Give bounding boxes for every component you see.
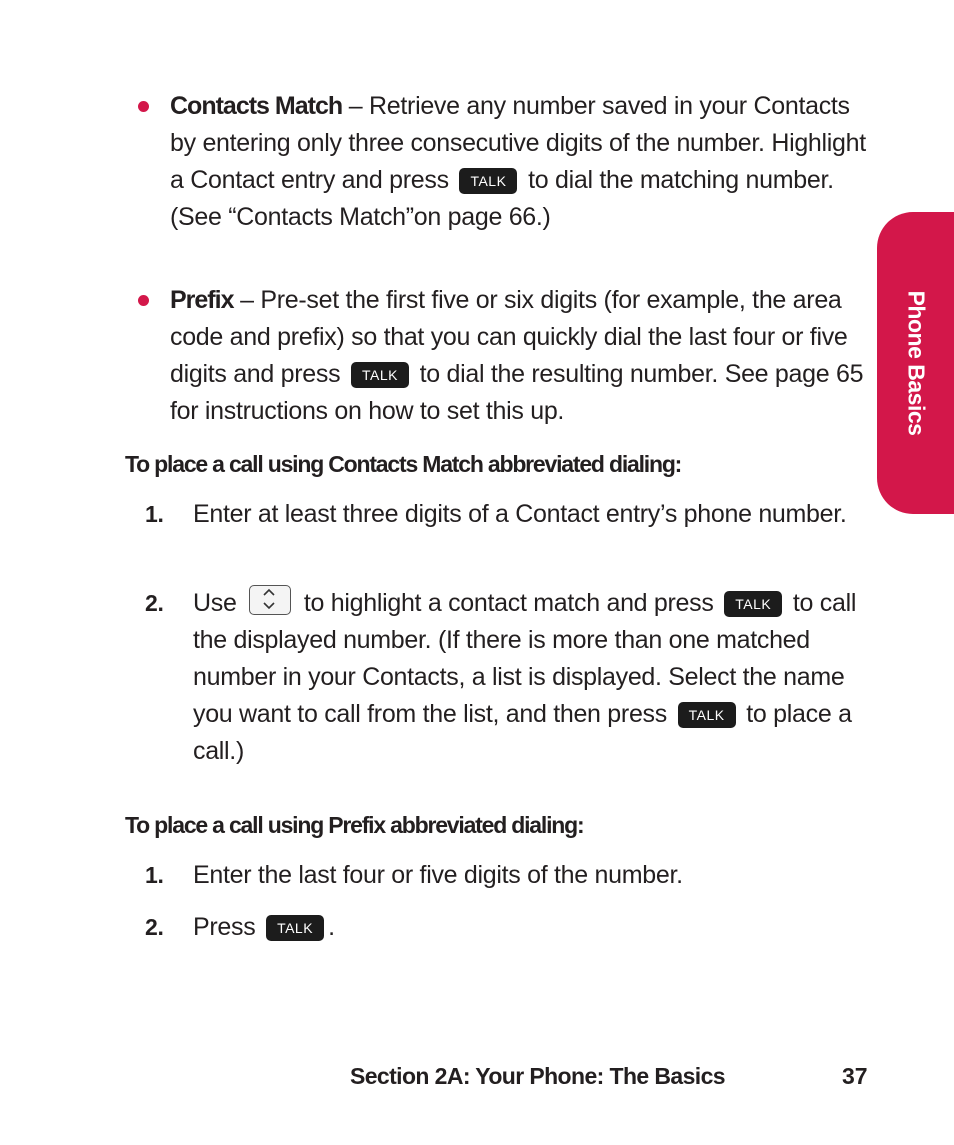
step-text-part: . (328, 913, 335, 941)
section-side-tab (877, 212, 954, 514)
bullet-text: – Pre-set the first five or six digits (for example, the area code and prefix) so that you can quickly dial the last four or five digits and press (170, 286, 848, 388)
step-text-part: Use (193, 589, 237, 617)
step-text-part: to highlight a contact match and press (303, 589, 714, 617)
step-text-part: to place a call.) (193, 700, 852, 765)
navigation-up-down-icon (249, 585, 291, 615)
step-number: 1. (145, 862, 164, 888)
step-text-part: Press (193, 913, 256, 941)
prefix-heading: To place a call using Prefix abbreviated dialing: (125, 812, 584, 838)
bullet-text: – Retrieve any number saved in your Contacts by entering only three consecutive digits of the number. Highlight a Contact entry and press (170, 92, 866, 194)
step-text: Enter the last four or five digits of the number. (193, 861, 683, 889)
contacts-match-step-2 (145, 585, 870, 770)
contacts-match-heading: To place a call using Contacts Match abbreviated dialing: (125, 451, 682, 477)
bullet-text-continued: to dial the resulting number. See page 65 for instructions on how to set this up. (170, 360, 864, 425)
talk-key-icon: TALK (678, 702, 736, 728)
footer-page-number: 37 (842, 1063, 868, 1089)
side-tab-label: Phone Basics (903, 290, 929, 436)
bullet-text-continued: to dial the matching number. (See “Contacts Match”on page 66.) (170, 166, 834, 231)
step-number: 2. (145, 590, 164, 616)
talk-key-icon: TALK (724, 591, 782, 617)
talk-key-icon: TALK (351, 362, 409, 388)
step-text (193, 909, 870, 946)
contacts-match-step-1 (145, 496, 870, 533)
step-number: 1. (145, 501, 164, 527)
step-text-part: to call the displayed number. (If there is more than one matched number in your Contacts, a list is displayed. Select the name you want to call from the list, and then press (193, 589, 857, 728)
prefix-step-2 (145, 909, 870, 946)
bullet-dot (138, 295, 149, 306)
step-text (193, 585, 870, 770)
bullet-contacts-match (170, 88, 870, 236)
step-text: Enter at least three digits of a Contact entry’s phone number. (193, 500, 847, 528)
bullet-dot (138, 101, 149, 112)
bullet-term: Contacts Match (170, 92, 343, 120)
talk-key-icon: TALK (459, 168, 517, 194)
talk-key-icon: TALK (266, 915, 324, 941)
bullet-prefix (170, 282, 870, 430)
bullet-term: Prefix (170, 286, 234, 314)
prefix-step-1 (145, 857, 870, 894)
footer-section-title: Section 2A: Your Phone: The Basics (350, 1063, 725, 1089)
step-number: 2. (145, 914, 164, 940)
